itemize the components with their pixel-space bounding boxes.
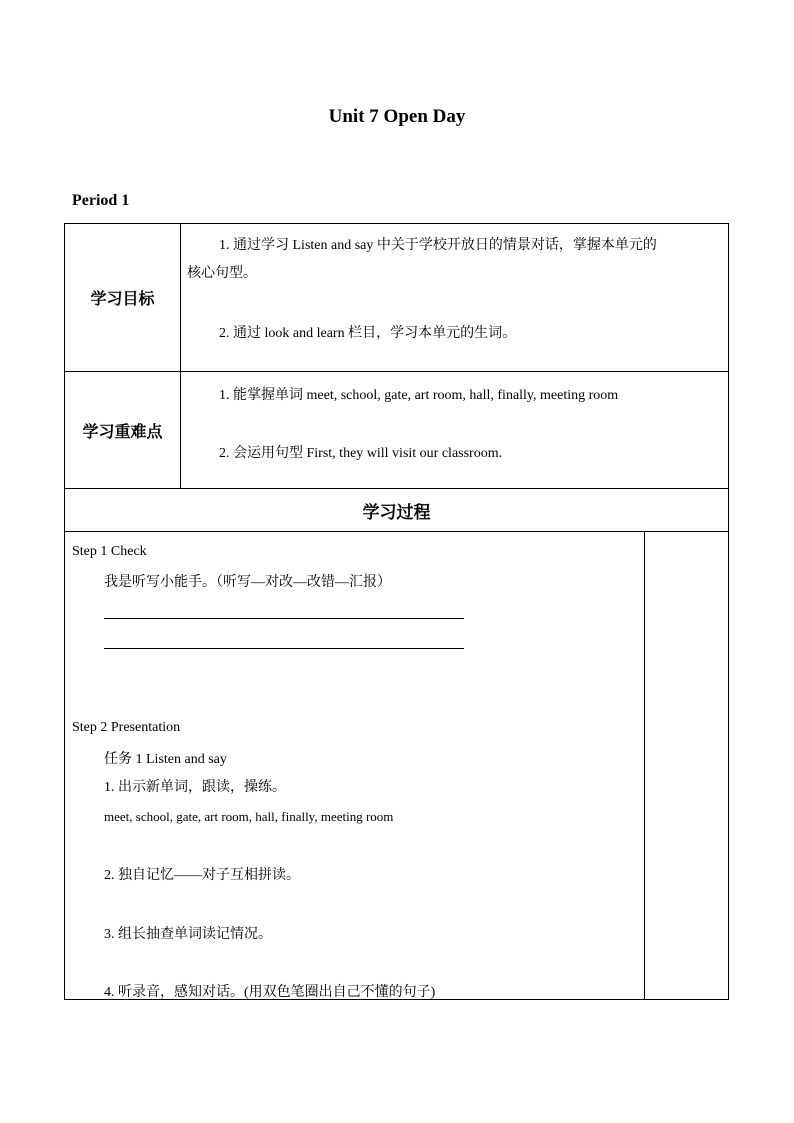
step1-text: 我是听写小能手。（听写—对改—改错—汇报） xyxy=(104,575,391,590)
notes-column-divider xyxy=(644,532,645,999)
period-label: Period 1 xyxy=(72,192,130,209)
objectives-row xyxy=(65,224,728,372)
item-3: 3. 组长抽查单词读记情况。 xyxy=(104,927,272,942)
objective-1-continued: 核心句型。 xyxy=(187,266,257,281)
answer-line-1 xyxy=(104,618,464,619)
step2-title: Step 2 Presentation xyxy=(72,720,181,735)
process-heading: 学习过程 xyxy=(362,502,431,523)
objectives-label: 学习目标 xyxy=(65,224,181,371)
objectives-content xyxy=(181,224,728,371)
process-heading-row xyxy=(65,489,728,532)
keypoint-2: 2. 会运用句型 First, they will visit our classroom. xyxy=(219,446,503,461)
keypoints-content xyxy=(181,372,728,488)
step1-title: Step 1 Check xyxy=(72,544,147,559)
item-4: 4. 听录音，感知对话。(用双色笔圈出自己不懂的句子) xyxy=(104,985,436,1000)
item-2: 2. 独自记忆——对子互相拼读。 xyxy=(104,868,300,883)
keypoints-row xyxy=(65,372,728,489)
objective-2: 2. 通过 look and learn 栏目，学习本单元的生词。 xyxy=(219,326,517,341)
objective-1: 1. 通过学习 Listen and say 中关于学校开放日的情景对话，掌握本单元的 xyxy=(219,238,657,253)
document-title: Unit 7 Open Day xyxy=(328,106,466,127)
answer-line-2 xyxy=(104,648,464,649)
keypoints-label: 学习重难点 xyxy=(65,372,181,488)
task1-title: 任务 1 Listen and say xyxy=(104,752,227,767)
item-1: 1. 出示新单词，跟读，操练。 xyxy=(104,780,286,795)
vocabulary-list: meet, school, gate, art room, hall, finally, meeting room xyxy=(104,809,394,824)
process-body xyxy=(65,532,728,999)
keypoint-1: 1. 能掌握单词 meet, school, gate, art room, hall, finally, meeting room xyxy=(219,388,619,403)
lesson-table xyxy=(64,223,729,1000)
